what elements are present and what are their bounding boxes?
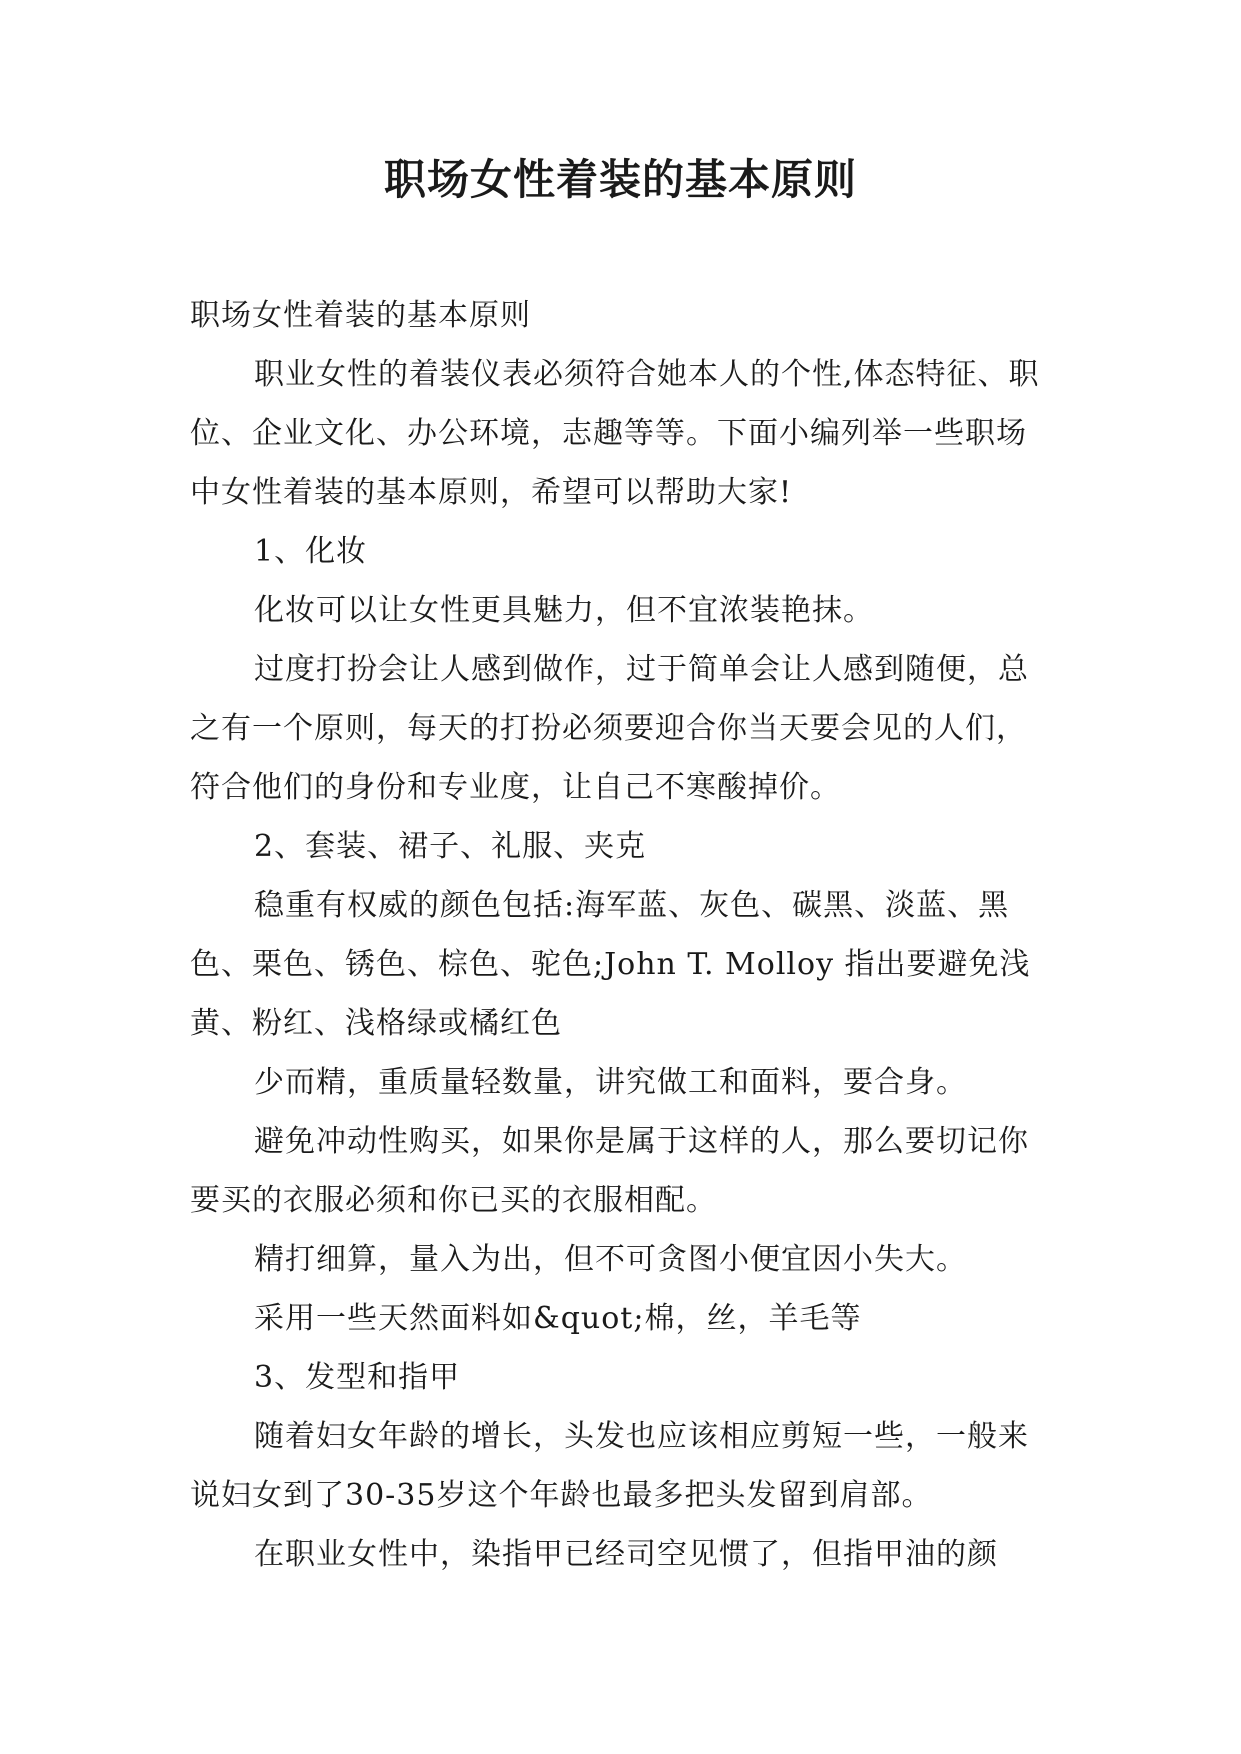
paragraph: 随着妇女年龄的增长，头发也应该相应剪短一些，一般来说妇女到了30-35岁这个年龄也最多把头发留到肩部。 <box>190 1419 1029 1513</box>
paragraph: 化妆可以让女性更具魅力，但不宜浓装艳抹。 <box>254 593 874 628</box>
section-heading-makeup: 1、化妆 <box>254 534 368 569</box>
paragraph: 精打细算，量入为出，但不可贪图小便宜因小失大。 <box>254 1242 967 1277</box>
paragraph: 在职业女性中，染指甲已经司空见惯了，但指甲油的颜 <box>254 1537 998 1572</box>
paragraph: 采用一些天然面料如&quot;棉，丝，羊毛等 <box>254 1301 862 1336</box>
paragraph: 少而精，重质量轻数量，讲究做工和面料，要合身。 <box>254 1065 967 1100</box>
paragraph: 避免冲动性购买，如果你是属于这样的人，那么要切记你要买的衣服必须和你已买的衣服相配。 <box>190 1124 1029 1218</box>
paragraph: 过度打扮会让人感到做作，过于简单会让人感到随便，总之有一个原则，每天的打扮必须要迎合你当天要会见的人们，符合他们的身份和专业度，让自己不寒酸掉价。 <box>190 652 1029 805</box>
paragraph: 稳重有权威的颜色包括:海军蓝、灰色、碳黑、淡蓝、黑色、栗色、锈色、棕色、驼色;John T. Molloy 指出要避免浅黄、粉红、浅格绿或橘红色 <box>190 888 1031 1041</box>
document-title: 职场女性着装的基本原则 <box>383 155 857 204</box>
document-body <box>190 286 1055 1584</box>
section-heading-clothing: 2、套装、裙子、礼服、夹克 <box>254 829 647 864</box>
paragraph-subtitle: 职场女性着装的基本原则 <box>190 298 531 333</box>
paragraph-intro: 职业女性的着装仪表必须符合她本人的个性,体态特征、职位、企业文化、办公环境，志趣等等。下面小编列举一些职场中女性着装的基本原则，希望可以帮助大家! <box>190 357 1040 510</box>
section-heading-hair-nails: 3、发型和指甲 <box>254 1360 461 1395</box>
